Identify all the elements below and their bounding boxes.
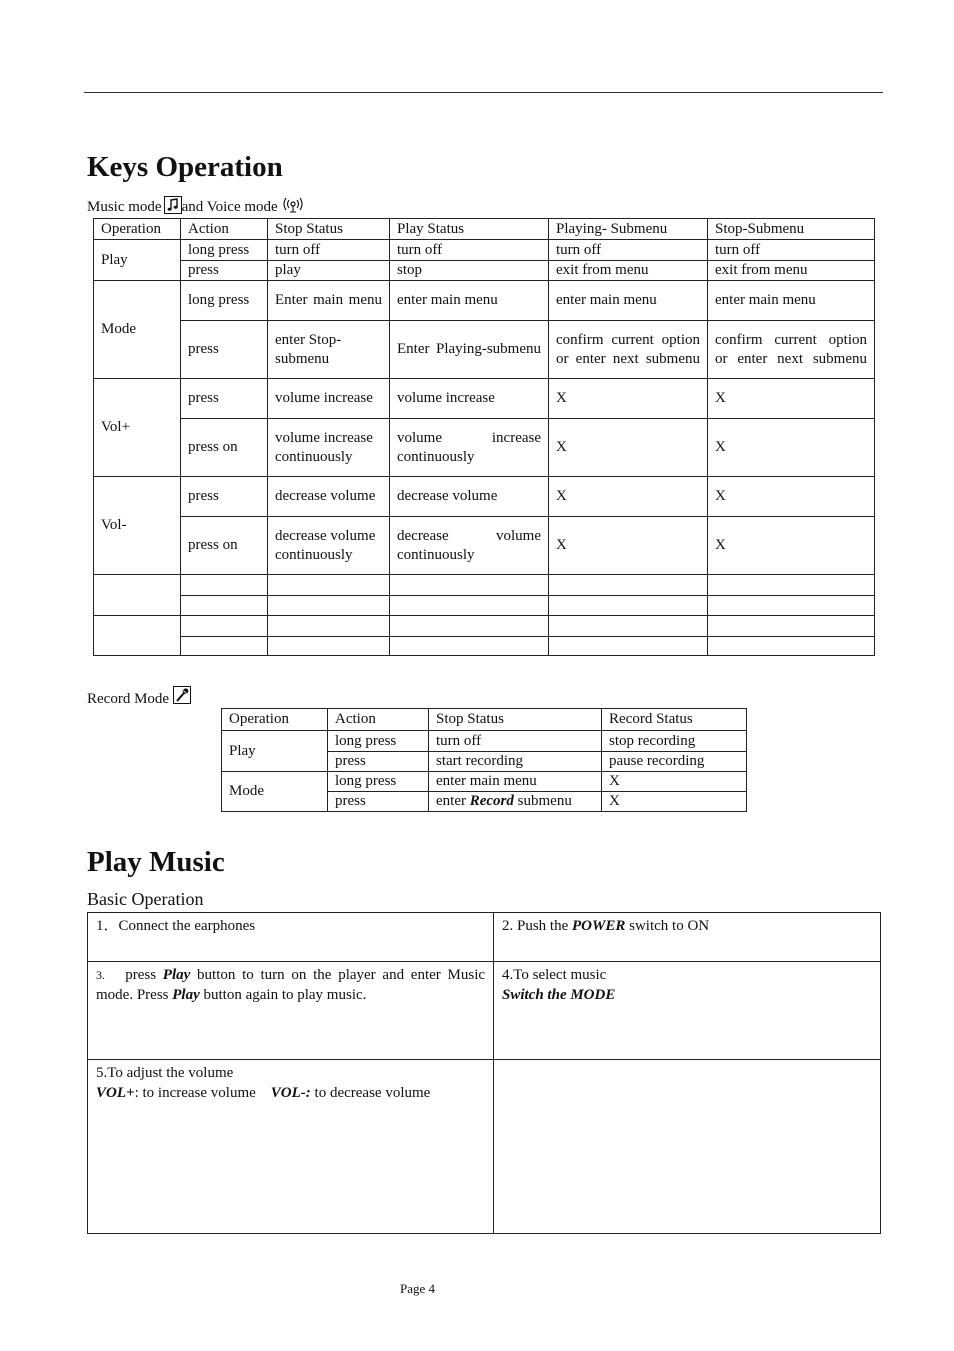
table-row: [94, 281, 875, 321]
play-music-title: Play Music: [87, 846, 225, 878]
operation-mode: Mode: [222, 772, 328, 812]
table-cell: press: [181, 261, 268, 281]
table-row: [94, 240, 875, 261]
table-row: [88, 1060, 881, 1234]
table-cell: press: [328, 752, 429, 772]
table-cell: turn off: [268, 240, 390, 261]
table-row: [94, 477, 875, 517]
table-cell: volume increase: [390, 379, 549, 419]
table-cell: Enter Playing-submenu: [390, 321, 549, 379]
table-cell: X: [549, 419, 708, 477]
empty-row: [94, 596, 875, 616]
table-cell: long press: [181, 281, 268, 321]
table-cell: X: [549, 477, 708, 517]
header-cell: Stop-Submenu: [708, 219, 875, 240]
table-cell: press: [328, 792, 429, 812]
table-cell: turn off: [390, 240, 549, 261]
table-row: [88, 913, 881, 962]
table-cell: volume increase continuously: [390, 419, 549, 477]
operation-play: Play: [94, 240, 181, 281]
table-cell: press: [181, 379, 268, 419]
table-header-row: [222, 709, 747, 731]
table-cell: press on: [181, 517, 268, 575]
empty-cell: [181, 596, 268, 616]
empty-cell: [390, 596, 549, 616]
table-cell: X: [708, 517, 875, 575]
keys-operation-table: [93, 218, 875, 656]
volume-line: [96, 1083, 485, 1103]
cell-text: switch to ON: [625, 918, 710, 934]
operation-vol-minus: Vol-: [94, 477, 181, 575]
table-cell: press: [181, 477, 268, 517]
empty-cell: [494, 1060, 881, 1234]
switch-mode-emphasis: Switch the MODE: [502, 987, 616, 1003]
empty-cell: [94, 575, 181, 616]
table-cell: turn off: [708, 240, 875, 261]
cell-text: button to turn on the player and enter Music mode. Press: [96, 967, 486, 1003]
cell-text: press: [125, 967, 163, 983]
table-cell: turn off: [549, 240, 708, 261]
empty-cell: [181, 616, 268, 637]
vol-plus-emphasis: VOL+: [96, 1085, 135, 1101]
step-2-cell: [494, 913, 881, 962]
table-cell: exit from menu: [708, 261, 875, 281]
table-cell: enter main menu: [708, 281, 875, 321]
voice-waves-icon: [281, 196, 305, 214]
empty-cell: [181, 637, 268, 656]
cell-text: 4.To select music: [502, 967, 607, 983]
table-cell: volume increase continuously: [268, 419, 390, 477]
table-row: [222, 731, 747, 752]
record-mode-caption: [87, 686, 191, 708]
table-cell: X: [549, 379, 708, 419]
table-cell: start recording: [429, 752, 602, 772]
basic-operation-table: [87, 912, 881, 1234]
keys-operation-title: Keys Operation: [87, 151, 283, 183]
header-cell: Operation: [94, 219, 181, 240]
operation-play: Play: [222, 731, 328, 772]
voice-mode-label: and Voice mode: [181, 199, 278, 215]
table-cell: Enter main menu: [268, 281, 390, 321]
table-cell: long press: [328, 772, 429, 792]
table-cell: X: [708, 419, 875, 477]
cell-text: submenu: [513, 793, 572, 809]
header-cell: Playing- Submenu: [549, 219, 708, 240]
table-cell: stop: [390, 261, 549, 281]
step-4-cell: [494, 962, 881, 1060]
table-row: [94, 517, 875, 575]
table-row: [94, 379, 875, 419]
table-row: [94, 321, 875, 379]
table-cell: pause recording: [602, 752, 747, 772]
header-rule: [84, 92, 883, 93]
cell-text: 5.To adjust the volume: [96, 1065, 234, 1081]
page-number: Page 4: [400, 1281, 436, 1296]
basic-operation-subtitle: Basic Operation: [87, 889, 204, 909]
table-row: [222, 772, 747, 792]
header-cell: Record Status: [602, 709, 747, 731]
table-cell: enter main menu: [549, 281, 708, 321]
music-mode-label: Music mode: [87, 199, 162, 215]
empty-cell: [268, 596, 390, 616]
table-row: [88, 962, 881, 1060]
empty-cell: [708, 575, 875, 596]
empty-cell: [708, 616, 875, 637]
cell-text: to decrease volume: [310, 1085, 431, 1101]
record-mode-label: Record Mode: [87, 691, 170, 707]
table-cell: decrease volume: [268, 477, 390, 517]
table-cell: exit from menu: [549, 261, 708, 281]
empty-cell: [390, 575, 549, 596]
empty-cell: [390, 637, 549, 656]
empty-cell: [268, 616, 390, 637]
table-row: [94, 261, 875, 281]
vol-minus-emphasis: VOL-:: [270, 1085, 311, 1101]
microphone-icon: [173, 686, 191, 704]
empty-cell: [549, 575, 708, 596]
table-cell: press on: [181, 419, 268, 477]
empty-row: [94, 575, 875, 596]
table-cell: decrease volume continuously: [390, 517, 549, 575]
table-row: [94, 419, 875, 477]
table-cell: X: [602, 792, 747, 812]
table-cell: play: [268, 261, 390, 281]
step-5-cell: [88, 1060, 494, 1234]
power-emphasis: POWER: [572, 918, 626, 934]
operation-vol-plus: Vol+: [94, 379, 181, 477]
table-cell: volume increase: [268, 379, 390, 419]
record-mode-table: [221, 708, 747, 812]
step-1-cell: 1．Connect the earphones: [88, 913, 494, 962]
empty-cell: [390, 616, 549, 637]
step-3-cell: [88, 962, 494, 1060]
empty-cell: [268, 575, 390, 596]
table-cell: long press: [328, 731, 429, 752]
table-header-row: [94, 219, 875, 240]
table-cell: enter main menu: [390, 281, 549, 321]
music-note-icon: [164, 196, 182, 214]
empty-cell: [181, 575, 268, 596]
operation-mode: Mode: [94, 281, 181, 379]
play-emphasis: Play: [162, 967, 191, 983]
cell-text: : to increase volume: [134, 1085, 256, 1101]
table-cell: [429, 792, 602, 812]
table-cell: long press: [181, 240, 268, 261]
table-cell: X: [549, 517, 708, 575]
table-cell: enter Stop-submenu: [268, 321, 390, 379]
empty-cell: [94, 616, 181, 656]
cell-text: button again to play music.: [199, 987, 367, 1003]
header-cell: Action: [328, 709, 429, 731]
table-cell: decrease volume: [390, 477, 549, 517]
cell-text: 2. Push the: [502, 918, 573, 934]
header-cell: Play Status: [390, 219, 549, 240]
table-cell: enter main menu: [429, 772, 602, 792]
header-cell: Action: [181, 219, 268, 240]
empty-cell: [708, 596, 875, 616]
empty-cell: [549, 637, 708, 656]
table-cell: stop recording: [602, 731, 747, 752]
table-cell: X: [708, 379, 875, 419]
music-voice-caption: [87, 196, 305, 216]
cell-emphasis: Record: [469, 793, 514, 809]
step-number: 3.: [96, 968, 105, 982]
cell-text: enter: [436, 793, 470, 809]
empty-row: [94, 616, 875, 637]
table-cell: confirm current option or enter next submenu: [549, 321, 708, 379]
header-cell: Stop Status: [429, 709, 602, 731]
empty-cell: [268, 637, 390, 656]
empty-row: [94, 637, 875, 656]
table-cell: decrease volume continuously: [268, 517, 390, 575]
table-cell: X: [708, 477, 875, 517]
table-cell: X: [602, 772, 747, 792]
table-cell: press: [181, 321, 268, 379]
empty-cell: [549, 616, 708, 637]
table-cell: confirm current option or enter next submenu: [708, 321, 875, 379]
table-cell: turn off: [429, 731, 602, 752]
empty-cell: [708, 637, 875, 656]
empty-cell: [549, 596, 708, 616]
header-cell: Operation: [222, 709, 328, 731]
play-emphasis: Play: [172, 987, 200, 1003]
header-cell: Stop Status: [268, 219, 390, 240]
